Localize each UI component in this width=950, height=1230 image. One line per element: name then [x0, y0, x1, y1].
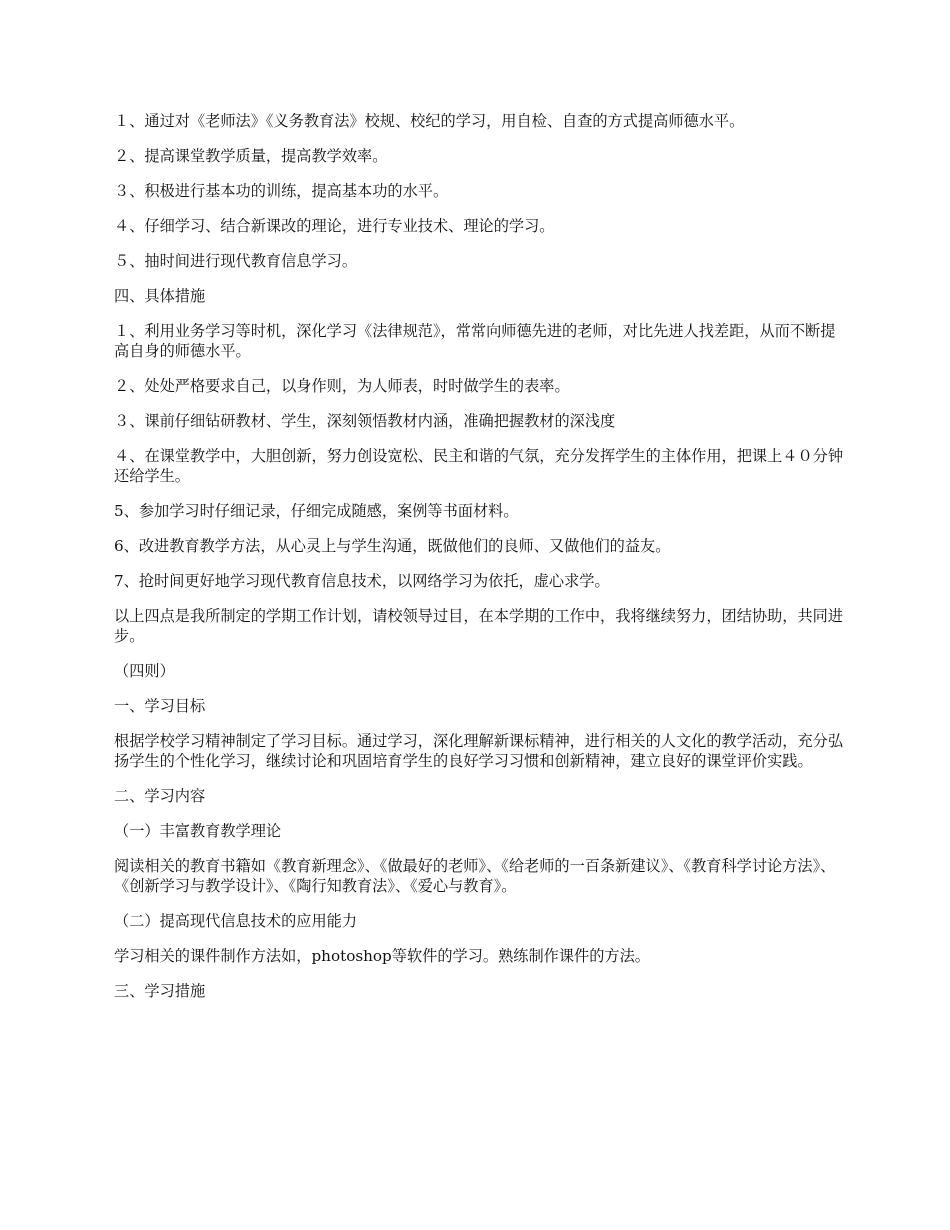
paragraph-goals: 根据学校学习精神制定了学习目标。通过学习，深化理解新课标精神，进行相关的人文化的教学活动，充分弘扬学生的个性化学习，继续讨论和巩固培育学生的良好学习习惯和创新精神，建立良好的课堂评价实践。 [114, 732, 843, 770]
subheading-theory: （一）丰富教育教学理论 [114, 822, 282, 840]
section-heading-content: 二、学习内容 [114, 787, 206, 805]
section-marker-four: （四则） [114, 662, 175, 680]
document-body [114, 111, 844, 1001]
paragraph-courseware: 学习相关的课件制作方法如，photoshop等软件的学习。熟练制作课件的方法。 [114, 947, 650, 965]
paragraph-measure-2: ２、处处严格要求自己，以身作则，为人师表，时时做学生的表率。 [114, 377, 570, 395]
section-heading-study-measures: 三、学习措施 [114, 982, 206, 1000]
paragraph-target-2: ２、提高课堂教学质量，提高教学效率。 [114, 147, 388, 165]
section-heading-measures: 四、具体措施 [114, 287, 206, 305]
subheading-it-skills: （二）提高现代信息技术的应用能力 [114, 912, 357, 930]
paragraph-measure-7: 7、抢时间更好地学习现代教育信息技术，以网络学习为依托，虚心求学。 [114, 572, 610, 590]
paragraph-measure-5: 5、参加学习时仔细记录，仔细完成随感，案例等书面材料。 [114, 502, 519, 520]
paragraph-target-5: ５、抽时间进行现代教育信息学习。 [114, 252, 357, 270]
paragraph-reading: 阅读相关的教育书籍如《教育新理念》、《做最好的老师》、《给老师的一百条新建议》、《教育科学讨论方法》、《创新学习与教学设计》、《陶行知教育法》、《爱心与教育》。 [114, 857, 836, 895]
paragraph-measure-4: ４、在课堂教学中，大胆创新，努力创设宽松、民主和谐的气氛，充分发挥学生的主体作用，把课上４０分钟还给学生。 [114, 447, 843, 485]
paragraph-measure-6: 6、改进教育教学方法，从心灵上与学生沟通，既做他们的良师、又做他们的益友。 [114, 537, 671, 555]
paragraph-target-3: ３、积极进行基本功的训练，提高基本功的水平。 [114, 182, 449, 200]
paragraph-conclusion: 以上四点是我所制定的学期工作计划，请校领导过目，在本学期的工作中，我将继续努力，团结协助，共同进步。 [114, 607, 843, 645]
paragraph-target-1: １、通过对《老师法》《义务教育法》校规、校纪的学习，用自检、自查的方式提高师德水平。 [114, 112, 745, 130]
section-heading-goals: 一、学习目标 [114, 697, 206, 715]
paragraph-measure-1: １、利用业务学习等时机，深化学习《法律规范》，常常向师德先进的老师，对比先进人找差距，从而不断提高自身的师德水平。 [114, 322, 836, 360]
paragraph-measure-3: ３、课前仔细钻研教材、学生，深刻领悟教材内涵，准确把握教材的深浅度 [114, 412, 616, 430]
paragraph-target-4: ４、仔细学习、结合新课改的理论，进行专业技术、理论的学习。 [114, 217, 555, 235]
